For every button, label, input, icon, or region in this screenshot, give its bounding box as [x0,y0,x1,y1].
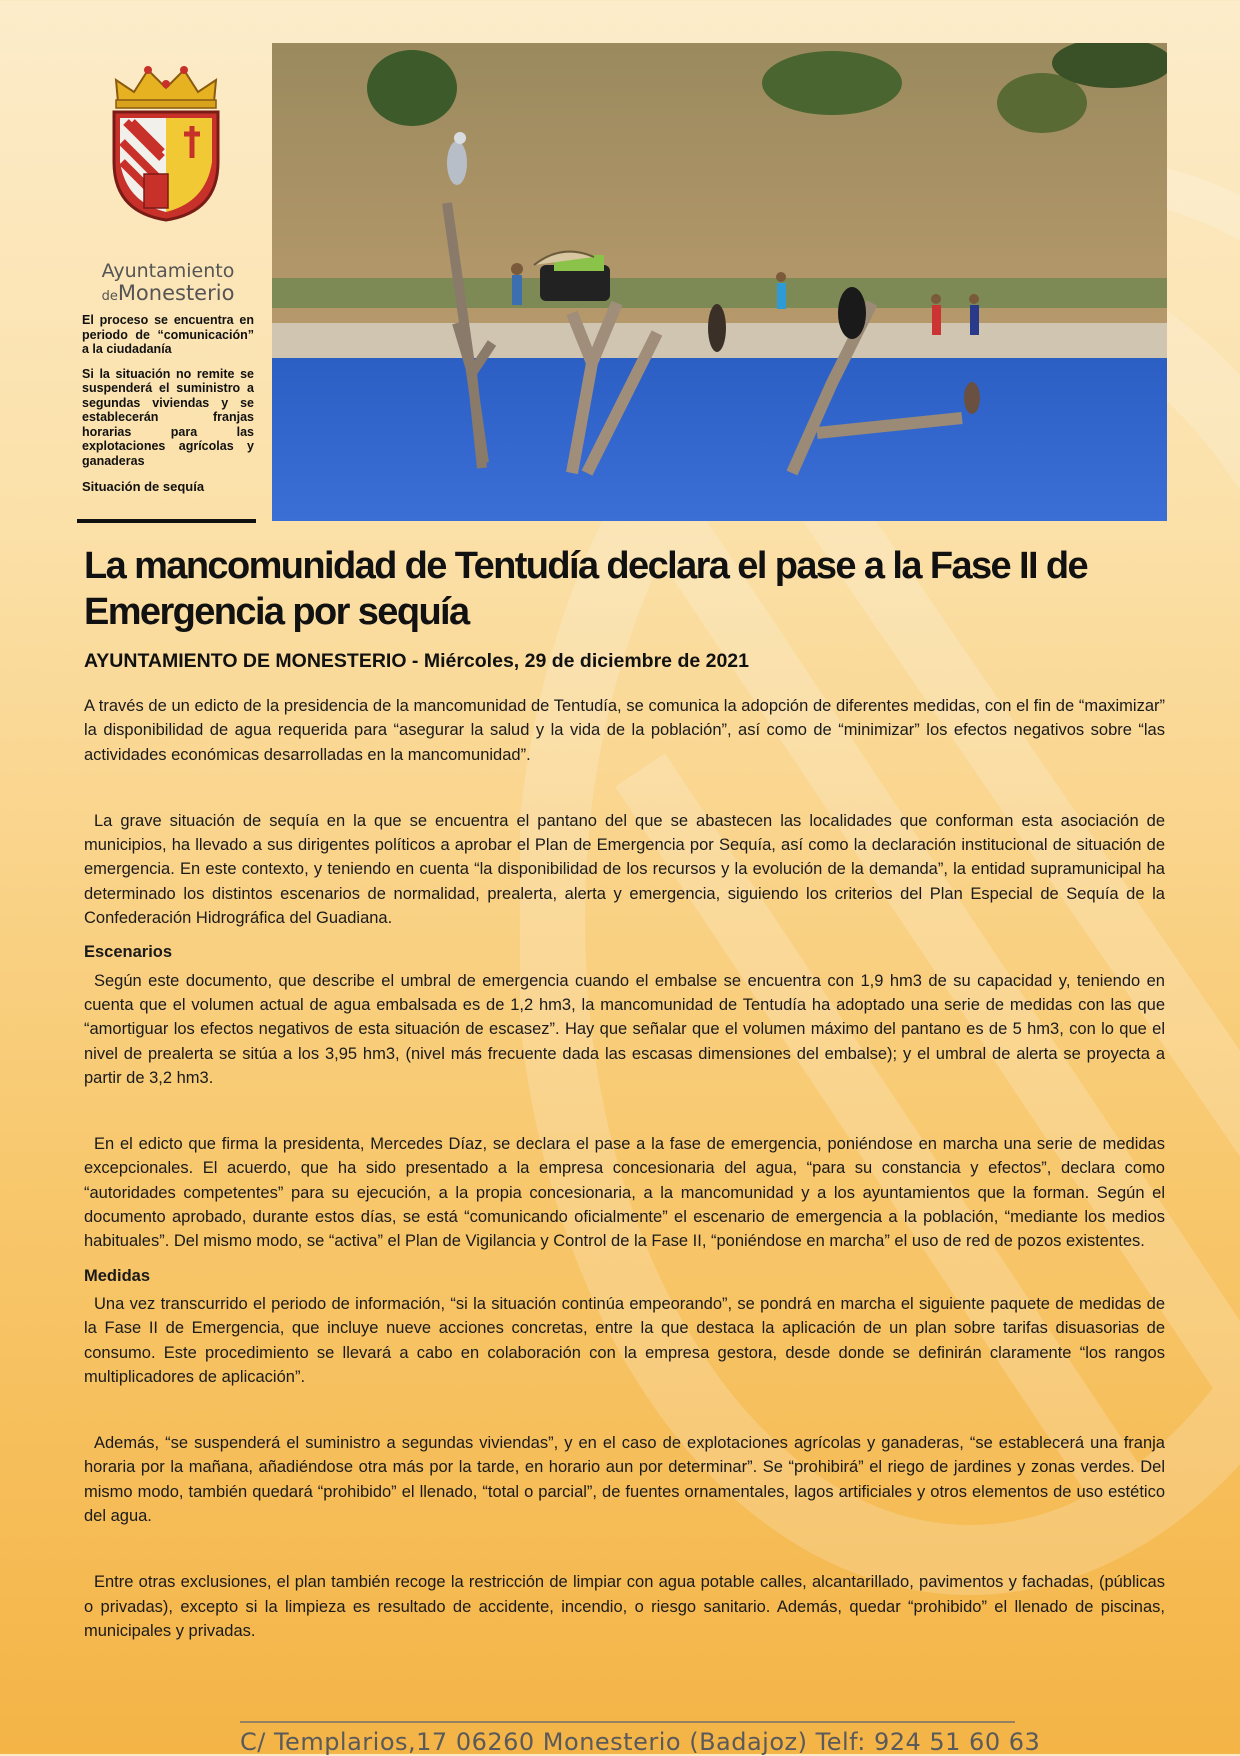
sidebar-note-2: Si la situación no remite se suspenderá el suministro a segundas viviendas y se establecerán franjas horarias para las explotaciones agrícolas y ganaderas [82,366,254,468]
logo-line-prefix: de [101,288,118,304]
logo-line-monesterio [84,282,252,304]
article-paragraph-4: En el edicto que firma la presidenta, Mercedes Díaz, se declara el pase a la fase de emergencia, poniéndose en marcha una serie de medidas excepcionales. El acuerdo, que ha sido presentado a la empresa concesionaria del agua, “para su constancia y efectos”, declara como “autoridades competentes” para su ejecución, a la propia concesionaria, a la mancomunidad y a los ayuntamientos que la forman. Según el documento aprobado, durante estos días, se está “comunicando oficialmente” el escenario de emergencia a la población, “mediante los medios habituales”. Del mismo modo, se “activa” el Plan de Vigilancia y Control de la Fase II, “poniéndose en marcha” el uso de red de pozos existentes. [84,1135,1165,1251]
sidebar-section-tag: Situación de sequía [82,479,205,494]
logo-line-ayuntamiento: Ayuntamiento [101,260,235,282]
footer-divider [240,1721,1015,1723]
article-paragraph-7: Entre otras exclusiones, el plan también recoge la restricción de limpiar con agua potable calles, alcantarillado, pavimentos y fachadas, (públicas o privadas), excepto si la limpieza es resultado de accidente, incendio, o riesgo sanitario. Además, quedar “prohibido” el llenado de piscinas, municipales y privadas. [84,1573,1165,1640]
footer-address: C/ Templarios,17 06260 Monesterio (Badajoz) Telf: 924 51 60 63 [240,1728,1041,1756]
article-paragraph-5: Una vez transcurrido el periodo de información, “si la situación continúa empeorando”, se pondrá en marcha el siguiente paquete de medidas de la Fase II de Emergencia, que incluye nueve acciones concretas, entre la que destaca la aplicación de un plan sobre tarifas disuasorias de consumo. Este procedimiento se llevará a cabo en colaboración con la empresa gestora, desde donde se definirán claramente “los rangos multiplicadores de aplicación”. [84,1294,1165,1386]
sidebar-note-1: El proceso se encuentra en periodo de “comunicación” a la ciudadanía [82,313,254,356]
section-heading-medidas: Medidas [84,1266,151,1285]
article-paragraph-6: Además, “se suspenderá el suministro a segundas viviendas”, y en el caso de explotaciones agrícolas y ganaderas, “se establecerá una franja horaria por la mañana, añadiéndose otra más por la tarde, en horario aun por determinar”. Se “prohibirá” el riego de jardines y zonas verdes. Del mismo modo, también quedará “prohibido” el llenado, “total o parcial”, de fuentes ornamentales, lagos artificiales y otros elementos de uso estético del agua. [84,1434,1165,1526]
article-byline: AYUNTAMIENTO DE MONESTERIO - Miércoles, 29 de diciembre de 2021 [84,650,749,672]
reservoir-photo [272,43,1167,521]
sidebar-notes [82,313,254,505]
article-body [84,694,1165,1643]
article-headline: La mancomunidad de Tentudía declara el pase a la Fase II de Emergencia por sequía [84,545,1088,633]
logo-line-town: Monesterio [117,280,235,305]
article-paragraph-2: La grave situación de sequía en la que se encuentra el pantano del que se abastecen las localidades que conforman esta asociación de municipios, ha llevado a sus dirigentes políticos a aprobar el Plan de Emergencia por Sequía, así como la declaración institucional de situación de emergencia. En este contexto, y teniendo en cuenta “la disponibilidad de los recursos y la evolución de la demanda”, la entidad supramunicipal ha determinado los distintos escenarios de normalidad, prealerta, alerta y emergencia, siguiendo los criterios del Plan Especial de Sequía de la Confederación Hidrográfica del Guadiana. [84,811,1165,928]
sidebar-divider [77,519,256,523]
article-paragraph-1: A través de un edicto de la presidencia de la mancomunidad de Tentudía, se comunica la adopción de diferentes medidas, con el fin de “maximizar” la disponibilidad de agua requerida para “asegurar la salud y la vida de la población”, así como de “minimizar” los efectos negativos sobre “las actividades económicas desarrolladas en la mancomunidad”. [84,697,1165,764]
monesterio-crest-logo [96,62,236,222]
article-paragraph-3: Según este documento, que describe el umbral de emergencia cuando el embalse se encuentra con 1,9 hm3 de su capacidad y, teniendo en cuenta que el volumen actual de agua embalsada es de 1,2 hm3, la mancomunidad de Tentudía ha adoptado una serie de medidas con las que “amortiguar los efectos negativos de esta situación de escasez”. Hay que señalar que el volumen máximo del pantano es de 5 hm3, con lo que el nivel de prealerta se sitúa a los 3,95 hm3, (nivel más frecuente dada las escasas dimensiones del embalse); y el umbral de alerta se proyecta a partir de 3,2 hm3. [84,971,1165,1087]
logo-wordmark [84,262,252,304]
section-heading-escenarios: Escenarios [84,943,173,962]
